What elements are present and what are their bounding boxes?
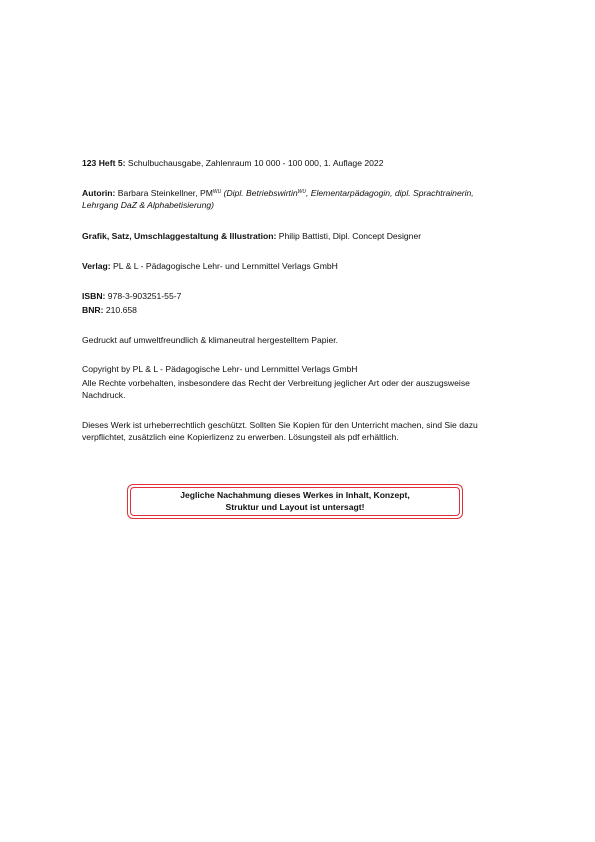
author-name-sup: WU: [212, 189, 222, 195]
publisher-text: PL & L - Pädagogische Lehr- und Lernmittel Verlags GmbH: [110, 261, 338, 271]
isbn-line: [82, 290, 181, 302]
product-label: 123 Heft 5:: [82, 158, 126, 168]
design-line: [82, 230, 421, 242]
author-label: Autorin:: [82, 188, 116, 198]
author-name: Barbara Steinkellner, PM: [115, 188, 213, 198]
publisher-line: [82, 260, 338, 272]
isbn-text: 978-3-903251-55-7: [105, 291, 182, 301]
author-line: [82, 187, 512, 211]
copy-warning-box: [127, 484, 463, 519]
copy-warning-text: [180, 490, 410, 513]
isbn-label: ISBN:: [82, 291, 106, 301]
bnr-label: BNR:: [82, 305, 104, 315]
bnr-line: [82, 304, 137, 316]
product-line: [82, 157, 383, 169]
publisher-label: Verlag:: [82, 261, 111, 271]
product-text: Schulbuchausgabe, Zahlenraum 10 000 - 100 000, 1. Auflage 2022: [125, 158, 384, 168]
license-note: Dieses Werk ist urheberrechtlich geschützt. Sollten Sie Kopien für den Unterricht machen, sind Sie dazu verpflichtet, zusätzlich eine Kopierlizenz zu erwerben. Lösungsteil als pdf erhältlich.: [82, 420, 478, 443]
design-text: Philip Battisti, Dipl. Concept Designer: [276, 231, 422, 241]
copyright-line2: Alle Rechte vorbehalten, insbesondere das Recht der Verbreitung jeglicher Art oder der auszugsweise Nachdruck.: [82, 378, 470, 401]
author-details-b: , Elementarpädagogin, dipl. Sprachtrainerin, Lehrgang DaZ & Alphabetisierung): [82, 188, 474, 211]
author-details-a: (Dipl. Betriebswirtin: [221, 188, 298, 198]
copyright-line1: Copyright by PL & L - Pädagogische Lehr- und Lernmittel Verlags GmbH: [82, 364, 358, 374]
print-note: Gedruckt auf umweltfreundlich & klimaneutral hergestelltem Papier.: [82, 335, 339, 345]
design-label: Grafik, Satz, Umschlaggestaltung & Illustration:: [82, 231, 277, 241]
copy-warning-line1: Jegliche Nachahmung dieses Werkes in Inhalt, Konzept,: [180, 490, 410, 500]
bnr-text: 210.658: [103, 305, 137, 315]
copy-warning-line2: Struktur und Layout ist untersagt!: [225, 501, 365, 512]
author-details-sup: WU: [297, 189, 306, 195]
